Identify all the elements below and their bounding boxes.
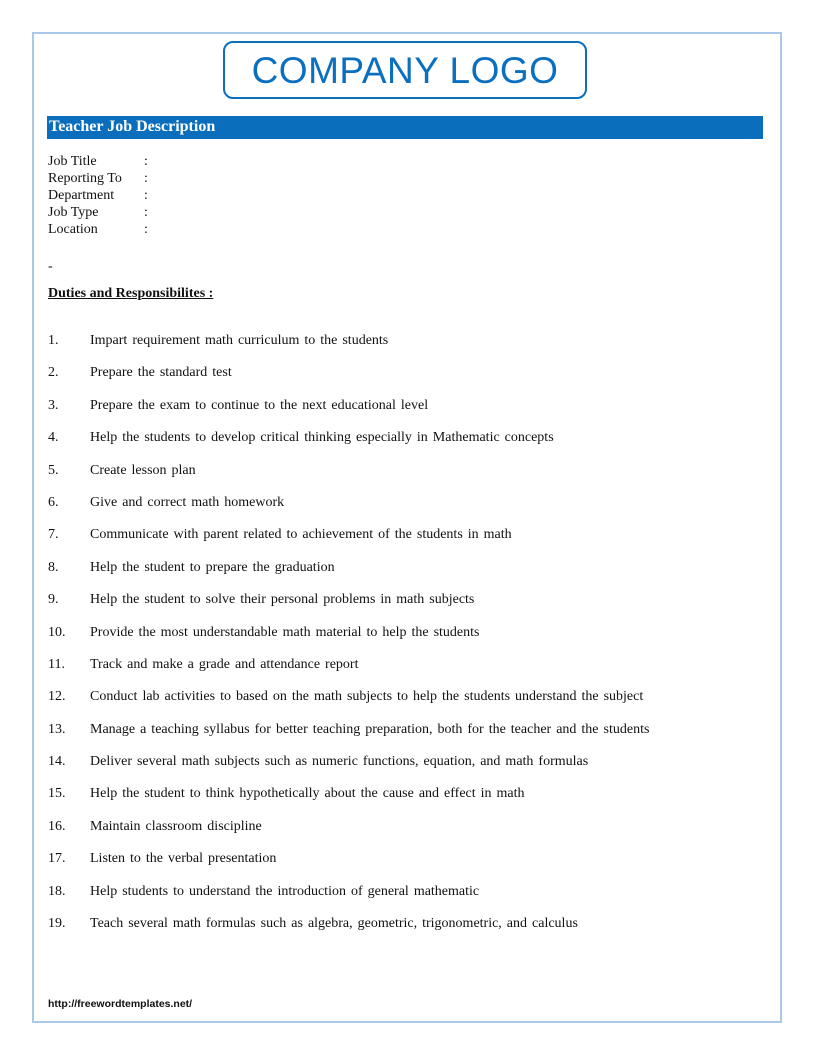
info-row-job-type [48,204,154,221]
list-item-text: Teach several math formulas such as algebra, geometric, trigonometric, and calculus [90,916,578,932]
list-item-text: Help students to understand the introduction of general mathematic [90,883,480,899]
list-item-number: 6. [48,494,59,510]
info-label: Location [48,222,98,237]
list-item-text: Track and make a grade and attendance report [90,656,359,672]
info-label: Reporting To [48,171,122,186]
list-item [48,915,649,947]
list-item-number: 13. [48,721,66,737]
info-label: Job Title [48,154,97,169]
list-item-number: 17. [48,851,66,867]
info-separator: : [144,205,148,220]
list-item [48,364,649,396]
info-separator: : [144,188,148,203]
list-item-number: 8. [48,559,59,575]
list-item-text: Conduct lab activities to based on the math subjects to help the students understand the subject [90,689,644,705]
list-item [48,462,649,494]
list-item-number: 9. [48,592,59,608]
job-info-fields [48,153,154,238]
list-item-number: 15. [48,786,66,802]
list-item [48,850,649,882]
separator-dash: - [48,259,53,274]
list-item-text: Help the student to think hypothetically about the cause and effect in math [90,786,525,802]
list-item-text: Prepare the exam to continue to the next educational level [90,397,429,413]
list-item-text: Create lesson plan [90,462,196,478]
info-row-reporting-to [48,170,154,187]
company-logo [223,41,587,99]
list-item-number: 1. [48,333,59,348]
list-item [48,624,649,656]
info-row-location [48,221,154,238]
info-separator: : [144,222,148,237]
list-item [48,785,649,817]
list-item [48,591,649,623]
list-item [48,883,649,915]
company-logo-text: COMPANY LOGO [251,49,559,91]
list-item [48,559,649,591]
title-bar [47,116,763,139]
info-separator: : [144,154,148,169]
list-item-text: Prepare the standard test [90,365,232,381]
list-item [48,494,649,526]
list-item-text: Manage a teaching syllabus for better teaching preparation, both for the teacher and the students [90,721,650,737]
list-item-number: 3. [48,397,59,413]
list-item-text: Impart requirement math curriculum to the students [90,333,389,348]
list-item-text: Help the students to develop critical thinking especially in Mathematic concepts [90,430,554,446]
list-item [48,753,649,785]
list-item [48,818,649,850]
info-row-department [48,187,154,204]
list-item-number: 2. [48,365,59,381]
list-item-text: Communicate with parent related to achievement of the students in math [90,527,512,543]
duties-list [48,332,649,947]
info-separator: : [144,171,148,186]
list-item-text: Help the student to prepare the graduation [90,559,335,575]
list-item-text: Listen to the verbal presentation [90,851,277,867]
duties-heading: Duties and Responsibilites : [48,286,214,301]
list-item-number: 19. [48,916,66,932]
footer-website-link[interactable]: http://freewordtemplates.net/ [48,998,193,1010]
list-item-number: 4. [48,430,59,446]
info-label: Job Type [48,205,99,220]
list-item [48,721,649,753]
list-item [48,397,649,429]
list-item [48,656,649,688]
list-item-number: 16. [48,818,66,834]
list-item-number: 14. [48,754,66,770]
list-item-number: 5. [48,462,59,478]
document-title: Teacher Job Description [49,118,216,135]
list-item-number: 7. [48,527,59,543]
list-item-number: 11. [48,656,65,672]
list-item-text: Provide the most understandable math material to help the students [90,624,480,640]
list-item [48,526,649,558]
list-item-text: Help the student to solve their personal problems in math subjects [90,592,475,608]
list-item-number: 18. [48,883,66,899]
info-row-job-title [48,153,154,170]
list-item-text: Maintain classroom discipline [90,818,262,834]
list-item-number: 12. [48,689,66,705]
info-label: Department [48,188,115,203]
list-item-text: Give and correct math homework [90,494,285,510]
list-item [48,332,649,364]
list-item-number: 10. [48,624,66,640]
list-item [48,429,649,461]
list-item-text: Deliver several math subjects such as numeric functions, equation, and math formulas [90,754,589,770]
list-item [48,688,649,720]
